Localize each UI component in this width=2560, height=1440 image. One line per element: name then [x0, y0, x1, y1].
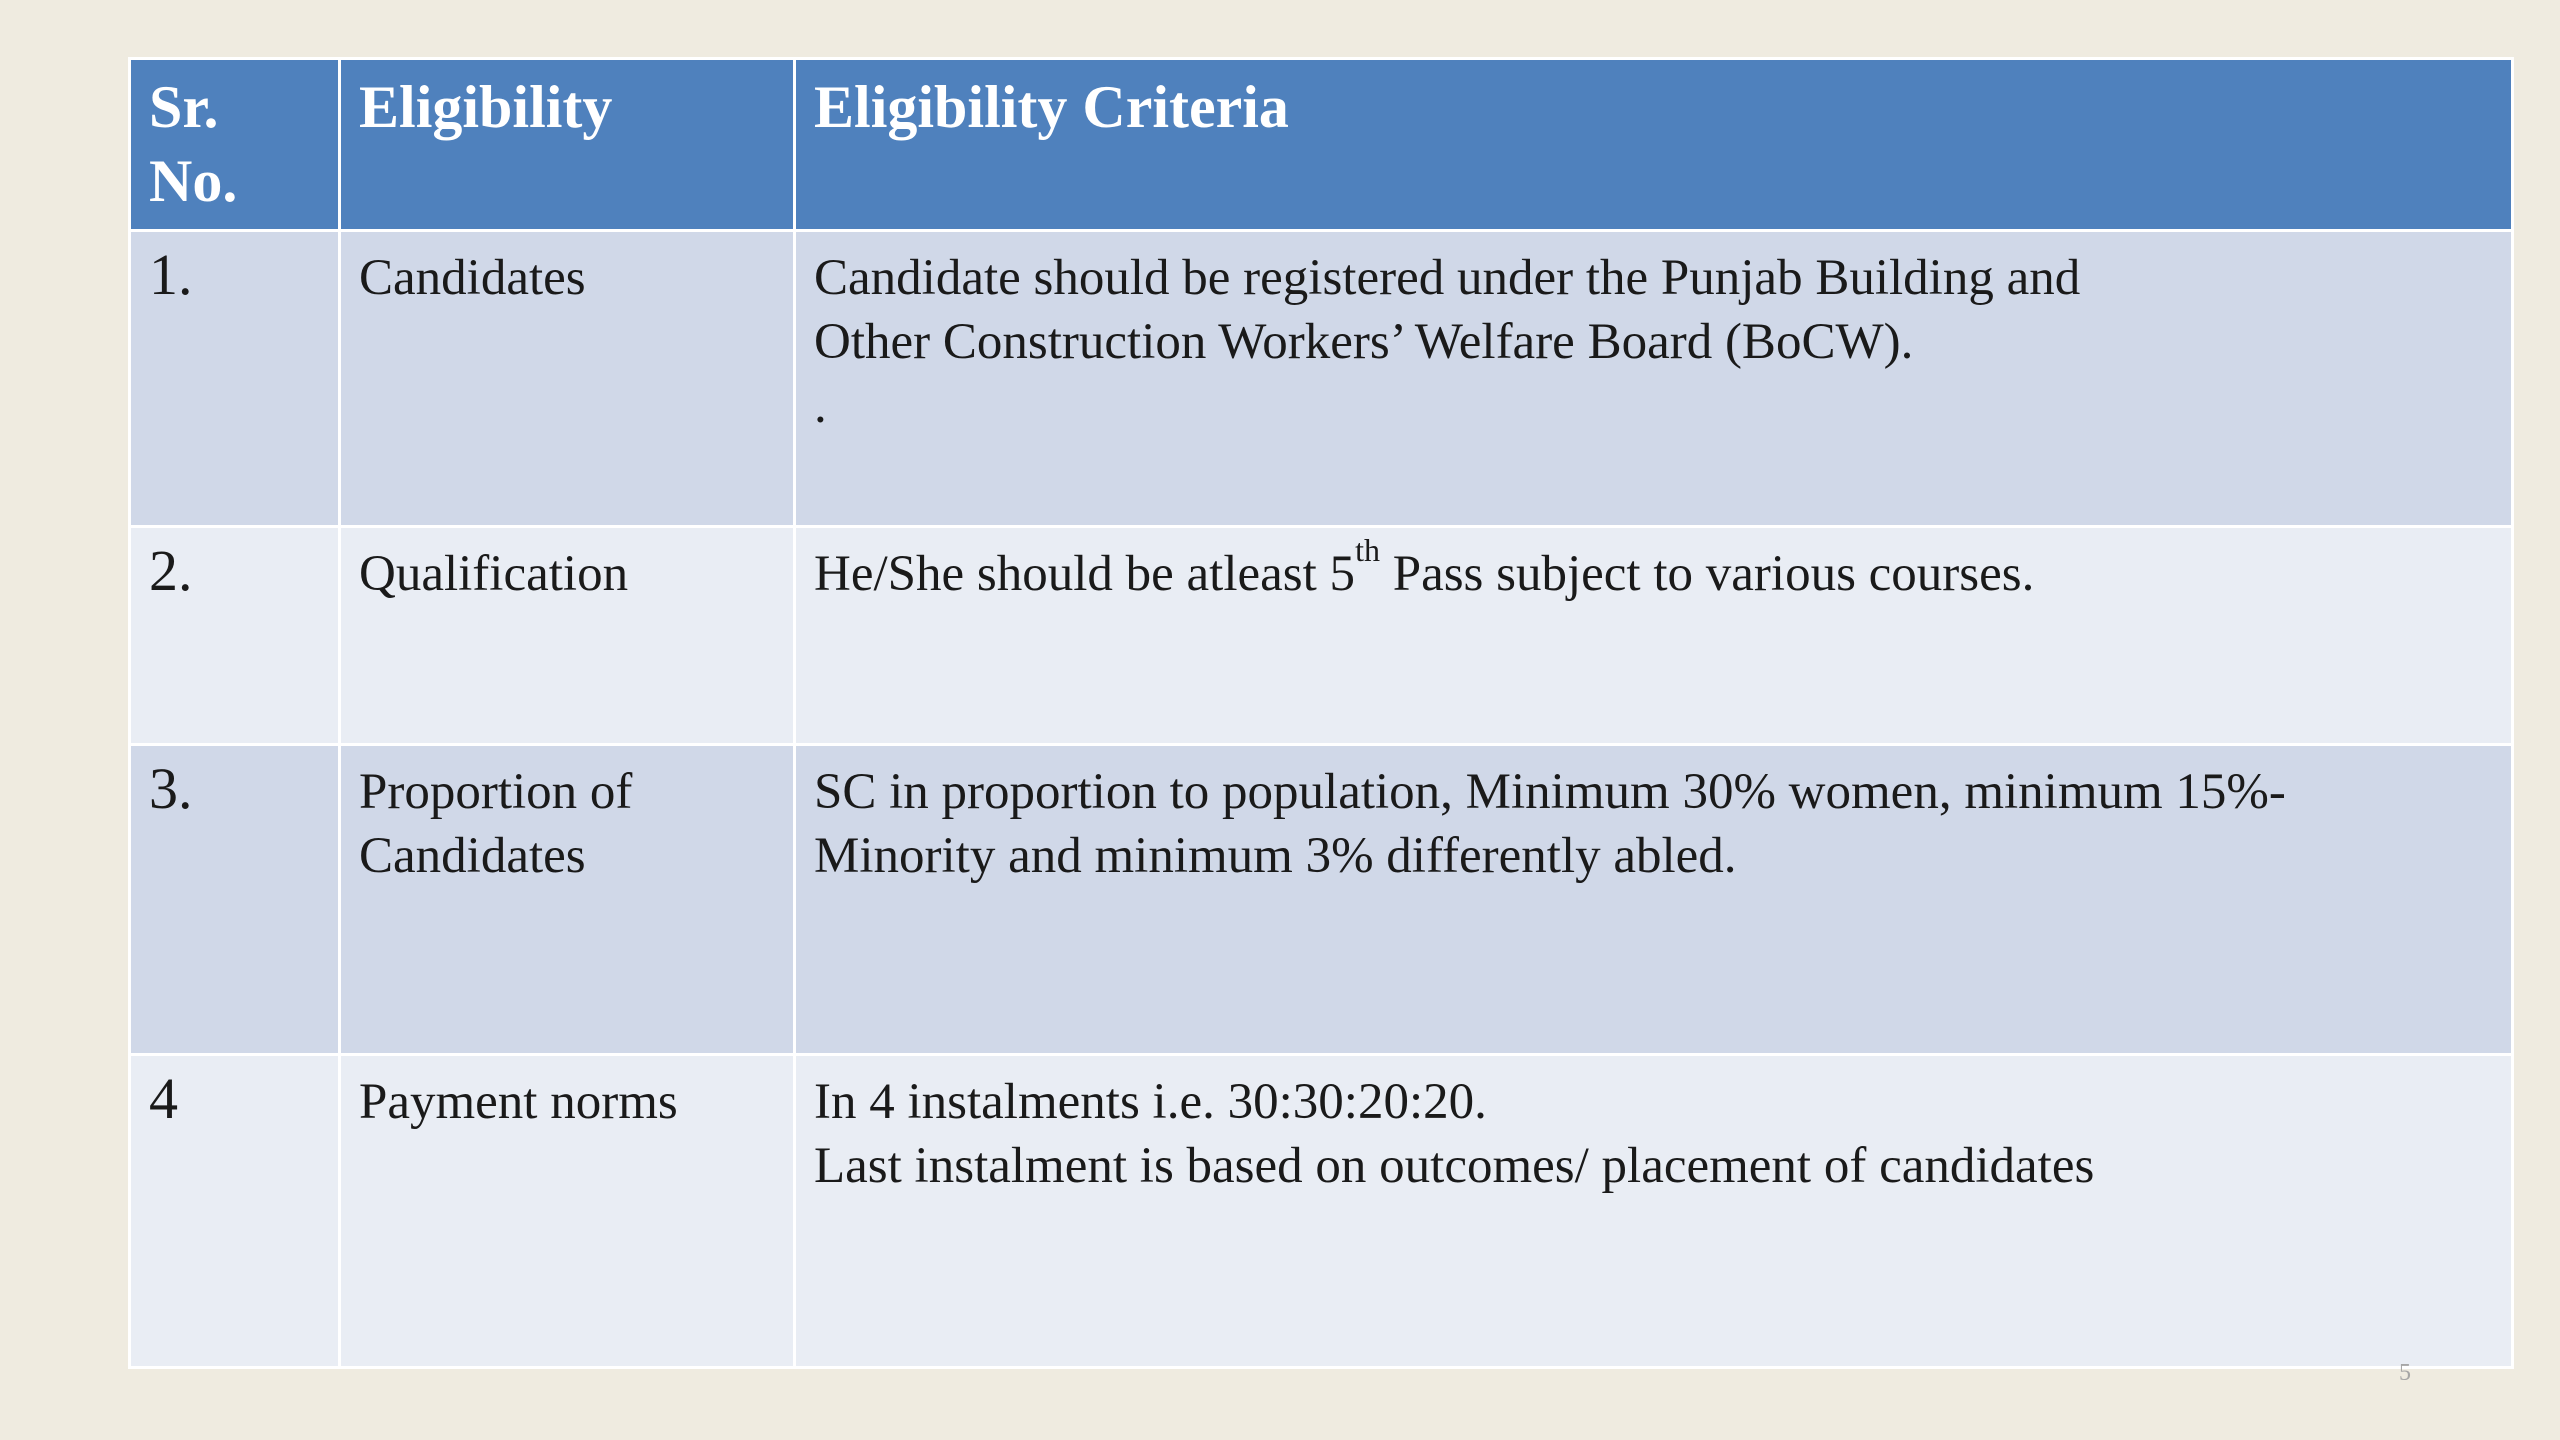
row-sr-no: 4 [130, 1055, 340, 1368]
header-sr-no-line2: No. [149, 148, 238, 214]
criteria-line: Other Construction Workers’ Welfare Board (BoCW). [814, 314, 1914, 370]
criteria-line: Candidate should be registered under the Punjab Building and [814, 250, 2081, 306]
criteria-text: He/She should be atleast 5 [814, 546, 1356, 602]
row-criteria [795, 231, 2513, 527]
eligibility-table [128, 57, 2514, 1369]
row-sr-no: 2. [130, 527, 340, 745]
row-eligibility: Candidates [340, 231, 795, 527]
row-eligibility: Qualification [340, 527, 795, 745]
header-sr-no [130, 59, 340, 231]
row-criteria [795, 745, 2513, 1055]
criteria-superscript: th [1355, 532, 1380, 569]
header-criteria: Eligibility Criteria [795, 59, 2513, 231]
header-eligibility: Eligibility [340, 59, 795, 231]
criteria-line: SC in proportion to population, Minimum 30% women, minimum 15%- [814, 764, 2286, 820]
table-row [130, 1055, 2513, 1368]
row-eligibility: Payment norms [340, 1055, 795, 1368]
row-sr-no: 3. [130, 745, 340, 1055]
row-sr-no: 1. [130, 231, 340, 527]
criteria-line: . [814, 378, 827, 434]
eligibility-line: Proportion of [359, 764, 633, 820]
table-row [130, 527, 2513, 745]
criteria-line: In 4 instalments i.e. 30:30:20:20. [814, 1074, 1487, 1130]
slide-number: 5 [2399, 1360, 2411, 1386]
row-criteria [795, 527, 2513, 745]
criteria-line: Last instalment is based on outcomes/ placement of candidates [814, 1138, 2095, 1194]
table-header-row [130, 59, 2513, 231]
row-criteria [795, 1055, 2513, 1368]
eligibility-line: Candidates [359, 828, 586, 884]
header-sr-no-line1: Sr. [149, 74, 219, 140]
table-row [130, 745, 2513, 1055]
criteria-line: Minority and minimum 3% differently abled. [814, 828, 1737, 884]
table-row [130, 231, 2513, 527]
row-eligibility [340, 745, 795, 1055]
criteria-text-rest: Pass subject to various courses. [1379, 546, 2035, 602]
